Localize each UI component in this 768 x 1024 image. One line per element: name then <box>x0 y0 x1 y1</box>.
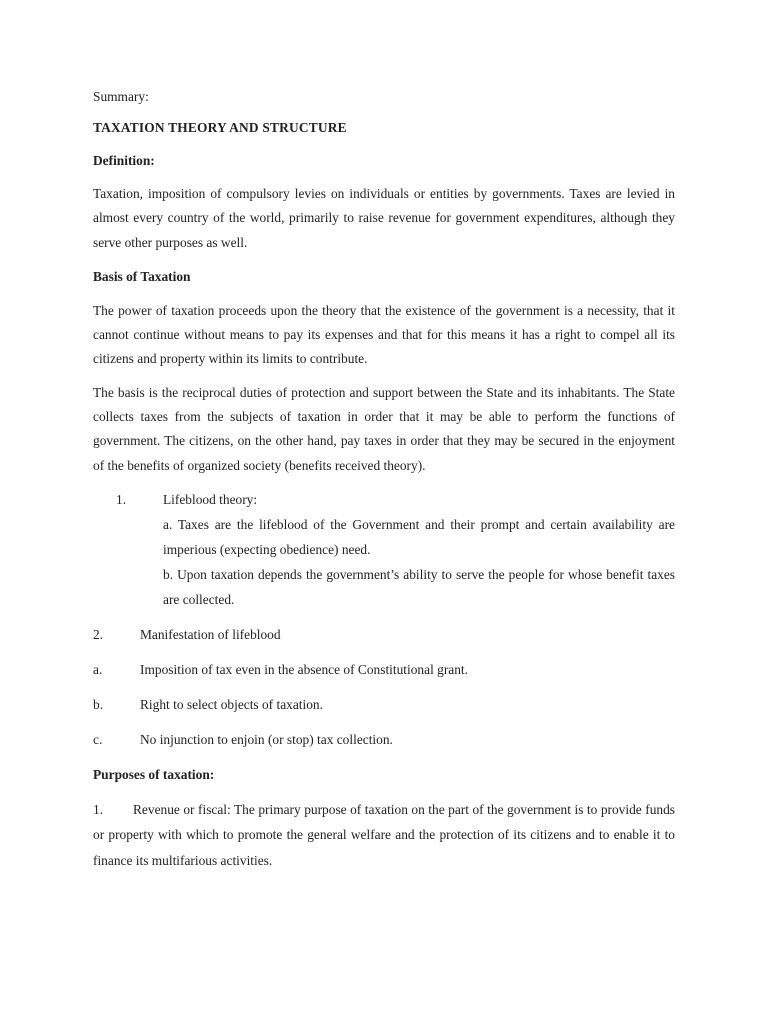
list-text: Right to select objects of taxation. <box>140 696 323 712</box>
list-letter: a. <box>93 661 103 677</box>
purpose-text: Revenue or fiscal: The primary purpose of taxation on the part of the government is to provide funds or property with which to promote the general welfare and the protection of its citizens and to enable it to finance its multifarious activities. <box>93 801 675 868</box>
list-label: Lifeblood theory: <box>163 491 258 507</box>
list-number: 1. <box>116 491 127 507</box>
lifeblood-sublist <box>163 512 675 612</box>
list-letter: b. <box>93 696 104 712</box>
list-number: 2. <box>93 626 104 642</box>
definition-paragraph: Taxation, imposition of compulsory levies on individuals or entities by governments. Taxes are levied in almost every country of the world, primarily to raise revenue for government expenditures, although they serve other purposes as well. <box>93 186 675 250</box>
basis-paragraph-2: The basis is the reciprocal duties of protection and support between the State and its inhabitants. The State collects taxes from the subjects of taxation in order that it may be able to perform the functions of government. The citizens, on the other hand, pay taxes in order that they may be secured in the enjoyment of the benefits of organized society (benefits received theory). <box>93 384 675 473</box>
list-item: a. Taxes are the lifeblood of the Government and their prompt and certain availability are imperious (expecting obedience) need. <box>163 516 675 557</box>
list-label: Manifestation of lifeblood <box>140 626 281 642</box>
list-item <box>93 727 675 752</box>
list-text: Imposition of tax even in the absence of Constitutional grant. <box>140 661 468 677</box>
definition-heading: Definition: <box>93 153 155 168</box>
list-text: No injunction to enjoin (or stop) tax collection. <box>140 731 393 747</box>
basis-paragraph-1: The power of taxation proceeds upon the theory that the existence of the government is a necessity, that it cannot continue without means to pay its expenses and that for this means it has a right to compel all its citizens and property within its limits to contribute. <box>93 302 675 367</box>
purposes-heading: Purposes of taxation: <box>93 766 215 782</box>
purpose-item <box>93 797 675 874</box>
list-letter: c. <box>93 731 103 747</box>
summary-label: Summary: <box>93 89 149 104</box>
lifeblood-theory-item <box>93 487 675 512</box>
list-item <box>93 692 675 717</box>
document-title: TAXATION THEORY AND STRUCTURE <box>93 120 347 135</box>
manifestation-heading <box>93 622 675 647</box>
list-number: 1. <box>93 801 104 817</box>
basis-heading: Basis of Taxation <box>93 268 191 284</box>
list-item: b. Upon taxation depends the government’s ability to serve the people for whose benefit taxes are collected. <box>163 566 675 607</box>
list-item <box>93 657 675 682</box>
